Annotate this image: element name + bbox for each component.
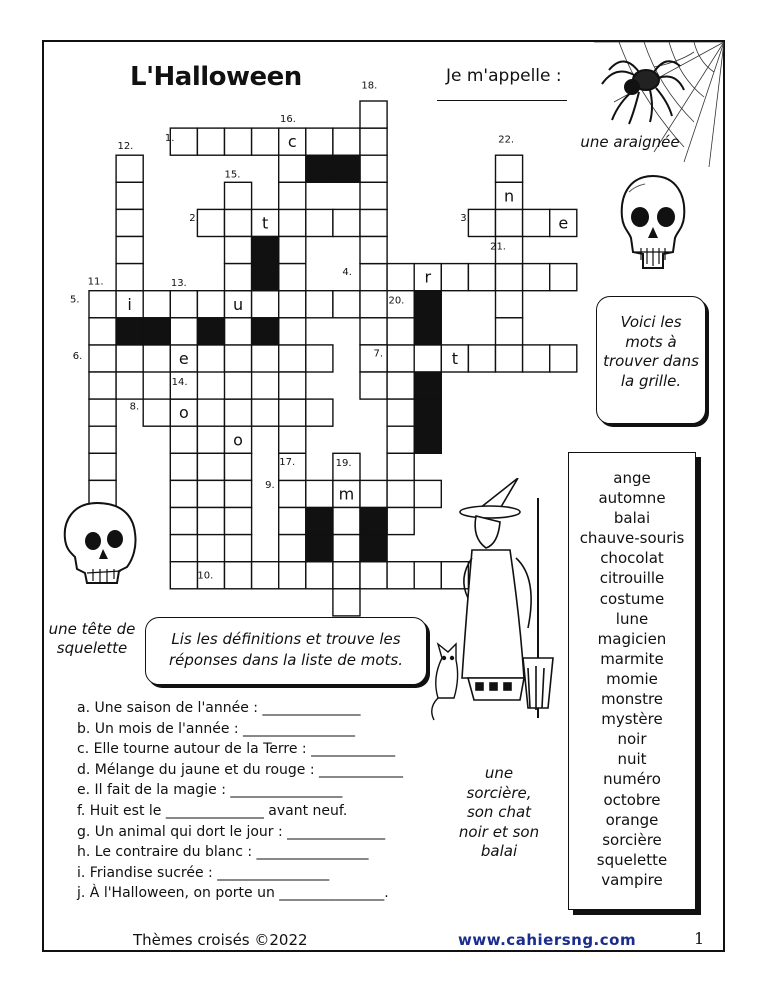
grid-cell[interactable] <box>197 291 224 318</box>
grid-cell[interactable] <box>279 508 306 535</box>
grid-cell[interactable] <box>225 562 252 589</box>
word-list-item: sorcière <box>602 830 662 849</box>
grid-block-cell <box>360 535 387 562</box>
grid-cell[interactable] <box>197 480 224 507</box>
grid-cell[interactable] <box>387 264 414 291</box>
grid-cell[interactable] <box>523 264 550 291</box>
grid-cell[interactable] <box>143 291 170 318</box>
grid-cell[interactable] <box>279 426 306 453</box>
grid-cell[interactable] <box>197 399 224 426</box>
grid-letter: t <box>262 213 269 233</box>
grid-letter: c <box>287 132 297 152</box>
clue-number: 7. <box>373 348 384 360</box>
clue-number: 20. <box>388 295 405 307</box>
clue-number: 22. <box>498 134 515 146</box>
grid-cell[interactable] <box>225 128 252 155</box>
grid-cell[interactable] <box>197 345 224 372</box>
grid-cell[interactable] <box>360 264 387 291</box>
grid-block-cell <box>360 508 387 535</box>
grid-cell[interactable] <box>306 345 333 372</box>
grid-cell[interactable] <box>170 453 197 480</box>
clue-number: 10. <box>197 570 214 582</box>
grid-cell[interactable] <box>225 182 252 209</box>
grid-cell[interactable] <box>279 480 306 507</box>
grid-cell[interactable] <box>387 372 414 399</box>
witch-caption: une sorcière, son chat noir et son balai <box>458 764 540 860</box>
grid-cell[interactable] <box>333 508 360 535</box>
grid-cell[interactable] <box>387 562 414 589</box>
grid-cell[interactable] <box>387 318 414 345</box>
grid-block-cell <box>333 155 360 182</box>
definition-item: g. Un animal qui dort le jour : ______________ <box>77 823 386 840</box>
grid-cell[interactable] <box>468 209 495 236</box>
word-list-item: lune <box>615 609 649 628</box>
grid-cell[interactable] <box>89 453 116 480</box>
grid-cell[interactable] <box>197 426 224 453</box>
grid-block-cell <box>414 399 441 426</box>
grid-block-cell <box>306 155 333 182</box>
grid-block-cell <box>143 318 170 345</box>
grid-cell[interactable] <box>279 237 306 264</box>
definition-item: b. Un mois de l'année : ________________ <box>77 720 356 737</box>
grid-cell[interactable] <box>197 209 224 236</box>
grid-cell[interactable] <box>225 264 252 291</box>
clue-number: 11. <box>87 276 104 288</box>
footer-copyright: Thèmes croisés ©2022 <box>133 931 308 949</box>
grid-cell[interactable] <box>225 318 252 345</box>
clue-number: 12. <box>117 141 134 153</box>
grid-block-cell <box>306 508 333 535</box>
grid-cell[interactable] <box>225 480 252 507</box>
grid-cell[interactable] <box>279 155 306 182</box>
grid-letter: t <box>451 348 458 368</box>
grid-cell[interactable] <box>252 399 279 426</box>
grid-cell[interactable] <box>333 291 360 318</box>
grid-cell[interactable] <box>279 562 306 589</box>
read-definitions-text: Lis les définitions et trouve les réponses dans la liste de mots. <box>169 630 403 669</box>
grid-cell[interactable] <box>252 128 279 155</box>
grid-cell[interactable] <box>468 345 495 372</box>
grid-cell[interactable] <box>523 345 550 372</box>
clue-number: 19. <box>335 458 352 470</box>
grid-cell[interactable] <box>116 182 143 209</box>
grid-letter: e <box>558 213 569 233</box>
clue-number: 17. <box>279 456 296 468</box>
grid-cell[interactable] <box>414 345 441 372</box>
grid-cell[interactable] <box>360 128 387 155</box>
word-list-item: balai <box>613 509 651 528</box>
grid-block-cell <box>414 426 441 453</box>
clue-number: 3. <box>460 212 470 224</box>
clue-number: 4. <box>342 267 352 279</box>
spider-caption: une araignée <box>580 133 680 151</box>
grid-cell[interactable] <box>550 345 577 372</box>
grid-cell[interactable] <box>550 264 577 291</box>
grid-cell[interactable] <box>333 562 360 589</box>
word-list-item: octobre <box>603 790 661 809</box>
word-list-item: vampire <box>601 870 663 889</box>
grid-cell[interactable] <box>306 291 333 318</box>
word-list-item: orange <box>605 810 659 829</box>
word-list-item: costume <box>599 589 665 608</box>
grid-cell[interactable] <box>116 345 143 372</box>
grid-cell[interactable] <box>197 128 224 155</box>
grid-cell[interactable] <box>387 480 414 507</box>
definition-item: e. Il fait de la magie : ________________ <box>77 782 343 799</box>
grid-cell[interactable] <box>89 318 116 345</box>
grid-cell[interactable] <box>387 453 414 480</box>
grid-cell[interactable] <box>279 345 306 372</box>
grid-cell[interactable] <box>496 264 523 291</box>
grid-cell[interactable] <box>333 589 360 616</box>
grid-cell[interactable] <box>360 101 387 128</box>
grid-letter: o <box>178 403 189 423</box>
grid-cell[interactable] <box>360 155 387 182</box>
grid-cell[interactable] <box>116 264 143 291</box>
grid-cell[interactable] <box>360 318 387 345</box>
grid-cell[interactable] <box>360 372 387 399</box>
grid-cell[interactable] <box>170 535 197 562</box>
grid-cell[interactable] <box>306 128 333 155</box>
skull-caption: une tête de squelette <box>48 620 136 657</box>
grid-cell[interactable] <box>468 264 495 291</box>
grid-cell[interactable] <box>333 128 360 155</box>
grid-cell[interactable] <box>225 535 252 562</box>
grid-cell[interactable] <box>306 209 333 236</box>
word-list-item: nuit <box>617 750 647 769</box>
definition-item: h. Le contraire du blanc : ________________ <box>77 844 369 861</box>
name-label: Je m'appelle : <box>446 66 562 86</box>
grid-cell[interactable] <box>279 372 306 399</box>
word-list-item: chauve-souris <box>579 529 685 548</box>
grid-cell[interactable] <box>225 399 252 426</box>
word-list-item: momie <box>606 669 658 688</box>
grid-cell[interactable] <box>225 345 252 372</box>
word-list-item: monstre <box>600 690 664 709</box>
grid-block-cell <box>252 264 279 291</box>
clue-number: 14. <box>171 376 188 388</box>
grid-cell[interactable] <box>170 562 197 589</box>
grid-cell[interactable] <box>197 453 224 480</box>
definition-item: d. Mélange du jaune et du rouge : ____________ <box>77 761 404 778</box>
grid-cell[interactable] <box>89 372 116 399</box>
page-title: L'Halloween <box>130 62 302 92</box>
grid-cell[interactable] <box>279 291 306 318</box>
grid-cell[interactable] <box>116 155 143 182</box>
grid-cell[interactable] <box>279 535 306 562</box>
definition-item: c. Elle tourne autour de la Terre : ____________ <box>77 741 396 758</box>
word-list-item: numéro <box>603 770 661 789</box>
grid-cell[interactable] <box>197 508 224 535</box>
grid-cell[interactable] <box>252 291 279 318</box>
grid-block-cell <box>116 318 143 345</box>
grid-cell[interactable] <box>279 264 306 291</box>
grid-block-cell <box>414 291 441 318</box>
grid-block-cell <box>414 372 441 399</box>
grid-cell[interactable] <box>306 562 333 589</box>
grid-cell[interactable] <box>225 508 252 535</box>
clue-number: 16. <box>280 114 296 126</box>
grid-cell[interactable] <box>252 562 279 589</box>
page-number: 1 <box>694 929 705 948</box>
definition-item: j. À l'Halloween, on porte un _______________. <box>77 885 389 902</box>
grid-cell[interactable] <box>360 237 387 264</box>
grid-cell[interactable] <box>523 209 550 236</box>
grid-cell[interactable] <box>279 318 306 345</box>
word-list-box <box>568 452 696 910</box>
definition-item: i. Friandise sucrée : ________________ <box>77 864 330 881</box>
grid-cell[interactable] <box>143 345 170 372</box>
clue-number: 9. <box>265 479 275 491</box>
grid-cell[interactable] <box>279 182 306 209</box>
grid-letter: u <box>232 294 244 314</box>
clue-number: 15. <box>224 169 241 181</box>
grid-cell[interactable] <box>116 209 143 236</box>
grid-cell[interactable] <box>360 291 387 318</box>
grid-letter: e <box>178 348 189 368</box>
clue-number: 2. <box>189 212 199 224</box>
grid-letter: r <box>424 267 432 287</box>
grid-block-cell <box>252 318 279 345</box>
clue-number: 21. <box>490 241 506 253</box>
grid-cell[interactable] <box>496 318 523 345</box>
read-definitions-bubble <box>145 617 427 685</box>
grid-cell[interactable] <box>333 209 360 236</box>
grid-cell[interactable] <box>89 345 116 372</box>
grid-block-cell <box>197 318 224 345</box>
grid-cell[interactable] <box>143 399 170 426</box>
grid-cell[interactable] <box>279 209 306 236</box>
word-list-item: noir <box>617 730 647 749</box>
grid-cell[interactable] <box>387 345 414 372</box>
word-list-item: ange <box>613 469 651 487</box>
grid-block-cell <box>306 535 333 562</box>
clue-number: 6. <box>72 351 83 363</box>
grid-cell[interactable] <box>333 535 360 562</box>
skull-head-icon <box>55 497 145 587</box>
find-words-bubble <box>596 296 706 424</box>
clue-number: 13. <box>170 277 187 289</box>
grid-cell[interactable] <box>225 237 252 264</box>
grid-cell[interactable] <box>225 453 252 480</box>
clue-number: 8. <box>129 401 140 413</box>
grid-cell[interactable] <box>89 399 116 426</box>
grid-cell[interactable] <box>306 399 333 426</box>
clue-number: 1. <box>164 133 175 145</box>
grid-cell[interactable] <box>360 209 387 236</box>
grid-block-cell <box>414 318 441 345</box>
definition-item: a. Une saison de l'année : ______________ <box>77 700 361 716</box>
grid-cell[interactable] <box>279 399 306 426</box>
word-list-item: mystère <box>601 710 663 729</box>
grid-cell[interactable] <box>170 318 197 345</box>
grid-cell[interactable] <box>116 237 143 264</box>
word-list-item: marmite <box>600 649 664 668</box>
witch-icon <box>428 478 558 728</box>
grid-cell[interactable] <box>89 291 116 318</box>
grid-cell[interactable] <box>170 291 197 318</box>
grid-cell[interactable] <box>496 291 523 318</box>
grid-cell[interactable] <box>170 480 197 507</box>
word-list-item: squelette <box>596 850 668 869</box>
grid-cell[interactable] <box>170 426 197 453</box>
grid-cell[interactable] <box>387 426 414 453</box>
grid-cell[interactable] <box>387 508 414 535</box>
grid-letter: m <box>338 484 355 504</box>
grid-cell[interactable] <box>360 562 387 589</box>
grid-cell[interactable] <box>496 345 523 372</box>
grid-block-cell <box>252 237 279 264</box>
word-list-item: automne <box>598 489 666 508</box>
grid-cell[interactable] <box>306 480 333 507</box>
grid-cell[interactable] <box>89 426 116 453</box>
grid-cell[interactable] <box>496 209 523 236</box>
grid-cell[interactable] <box>116 372 143 399</box>
definition-item: f. Huit est le ______________ avant neuf. <box>77 803 348 819</box>
word-list <box>569 468 695 890</box>
clue-number: 5. <box>70 294 80 306</box>
word-list-item: citrouille <box>599 569 665 588</box>
grid-letter: i <box>127 294 132 314</box>
grid-cell[interactable] <box>496 155 523 182</box>
grid-cell[interactable] <box>360 480 387 507</box>
grid-cell[interactable] <box>387 399 414 426</box>
grid-cell[interactable] <box>170 508 197 535</box>
grid-cell[interactable] <box>252 345 279 372</box>
find-words-text: Voici les mots à trouver dans la grille. <box>603 313 699 390</box>
grid-cell[interactable] <box>441 264 468 291</box>
grid-cell[interactable] <box>225 209 252 236</box>
cat-icon <box>432 644 458 720</box>
clue-number: 18. <box>361 80 378 92</box>
skull-icon <box>615 172 691 274</box>
footer-website-link[interactable]: www.cahiersng.com <box>458 931 637 949</box>
grid-letter: o <box>233 430 243 450</box>
word-list-item: magicien <box>597 629 667 648</box>
grid-letter: n <box>503 186 515 206</box>
grid-cell[interactable] <box>225 372 252 399</box>
grid-cell[interactable] <box>360 182 387 209</box>
word-list-item: chocolat <box>600 549 664 568</box>
